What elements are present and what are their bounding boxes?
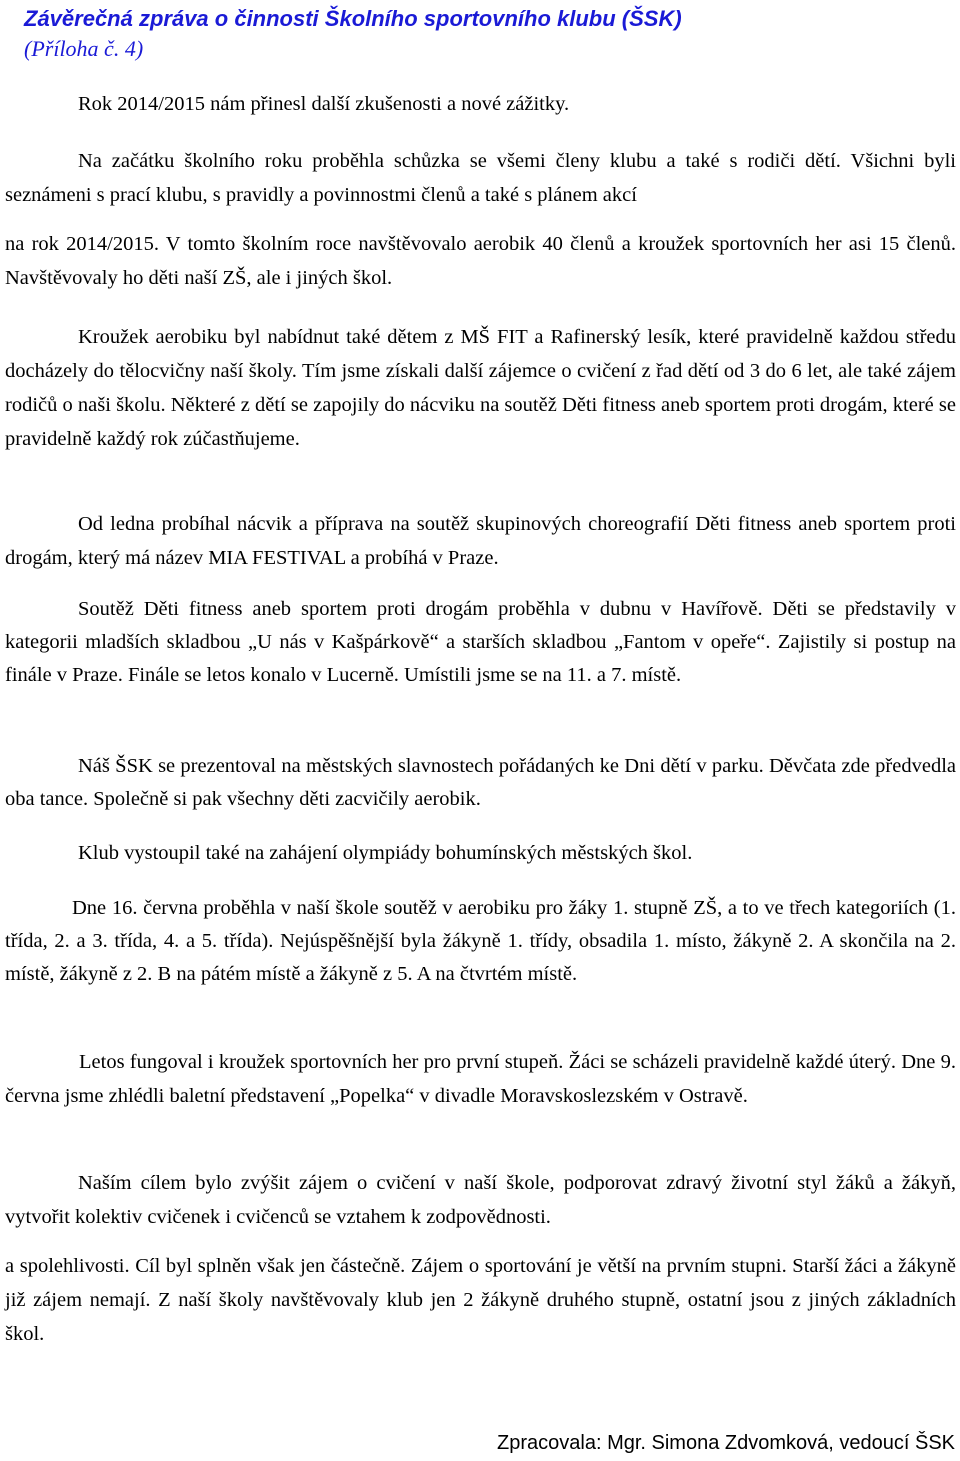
paragraph-meeting-tail: na rok 2014/2015. V tomto školním roce navštěvovalo aerobik 40 členů a kroužek sportovních her asi 15 členů. Navštěvovaly ho děti naší ZŠ, ale i jiných škol. (5, 233, 956, 289)
paragraph-olympiad: Klub vystoupil také na zahájení olympiády bohumínských městských škol. (78, 842, 693, 864)
paragraph-sports-games: Letos fungoval i kroužek sportovních her pro první stupeň. Žáci se scházeli pravidelně každé úterý. Dne 9. června jsme zhlédli baletní představení „Popelka“ v divadle Moravskoslezském v Ostravě. (5, 1051, 956, 1107)
paragraph-city-festival: Náš ŠSK se prezentoval na městských slavnostech pořádaných ke Dni dětí v parku. Děvčata zde předvedla oba tance. Společně si pak všechny děti zacvičily aerobik. (5, 755, 956, 810)
paragraph-meeting-main: Na začátku školního roku proběhla schůzka se všemi členy klubu a také s rodiči dětí. Všichni byli seznámeni s prací klubu, s pravidly a povinnostmi členů a také s plánem akcí (5, 150, 956, 206)
document-title: Závěrečná zpráva o činnosti Školního sportovního klubu (ŠSK) (24, 6, 682, 31)
paragraph-competition: Soutěž Děti fitness aneb sportem proti drogám proběhla v dubnu v Havířově. Děti se představily v kategorii mladších skladbou „U nás v Kašpárkově“ a starších skladbou „Fantom v opeře“. Zajistily si postup na finále v Praze. Finále se letos konalo v Lucerně. Umístili jsme se na 11. a 7. místě. (5, 598, 956, 686)
author-signature: Zpracovala: Mgr. Simona Zdvomková, vedoucí ŠSK (497, 1432, 955, 1454)
paragraph-goals-tail: a spolehlivosti. Cíl byl splněn však jen částečně. Zájem o sportování je větší na prvním stupni. Starší žáci a žákyně již zájem nemají. Z naší školy navštěvovaly klub jen 2 žákyně druhého stupně, ostatní jsou z jiných základních škol. (5, 1255, 956, 1345)
paragraph-training: Od ledna probíhal nácvik a příprava na soutěž skupinových choreografií Děti fitness aneb sportem proti drogám, který má název MIA FESTIVAL a probíhá v Praze. (5, 513, 956, 569)
paragraph-intro: Rok 2014/2015 nám přinesl další zkušenosti a nové zážitky. (78, 93, 570, 115)
document-subtitle: (Příloha č. 4) (24, 36, 144, 61)
paragraph-meeting (5, 144, 956, 295)
paragraph-goals-main: Naším cílem bylo zvýšit zájem o cvičení v naší škole, podporovat zdravý životní styl žáků a žákyň, vytvořit kolektiv cvičenek i cvičenců se vztahem k zodpovědnosti. (5, 1172, 956, 1228)
paragraph-school-contest: Dne 16. června proběhla v naší škole soutěž v aerobiku pro žáky 1. stupně ZŠ, a to ve třech kategoriích (1. třída, 2. a 3. třída, 4. a 5. třída). Nejúspěšnější byla žákyně 1. třídy, obsadila 1. místo, žákyně 2. A skončila na 2. místě, žákyně z 2. B na pátém místě a žákyně z 5. A na čtvrtém místě. (5, 897, 956, 985)
paragraph-aerobics-club: Kroužek aerobiku byl nabídnut také dětem z MŠ FIT a Rafinerský lesík, které pravidelně každou středu docházely do tělocvičny naší školy. Tím jsme získali další zájemce o cvičení z řad dětí od 3 do 6 let, ale také zájem rodičů o naši školu. Některé z dětí se zapojily do nácviku na soutěž Děti fitness aneb sportem proti drogám, které se pravidelně každý rok zúčastňujeme. (5, 326, 956, 450)
paragraph-goals (5, 1166, 956, 1351)
